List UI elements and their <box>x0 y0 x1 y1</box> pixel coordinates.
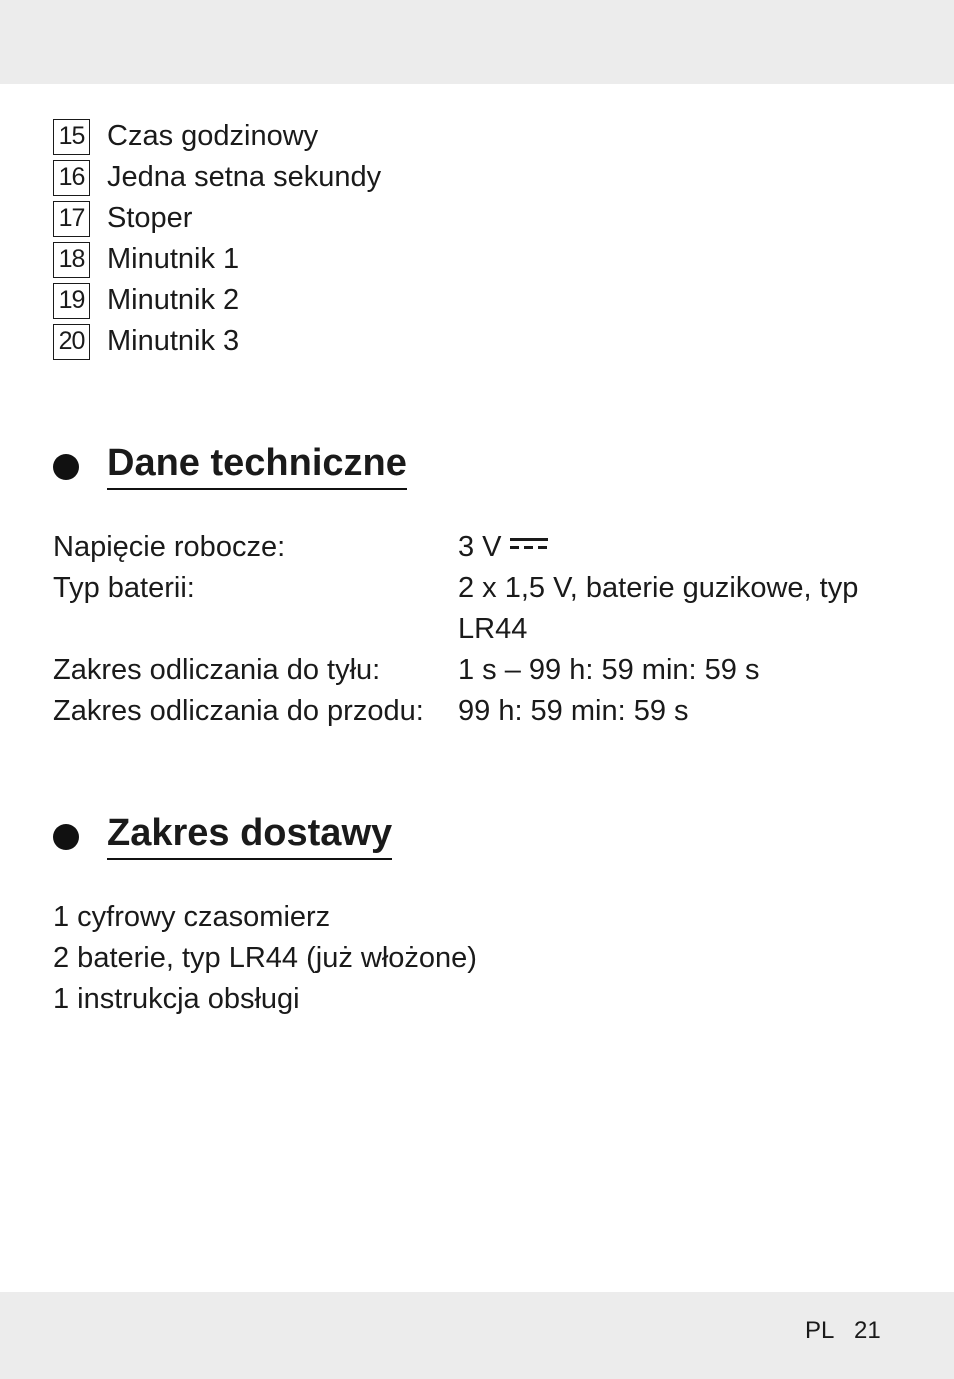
spec-row <box>53 527 878 568</box>
part-number-box: 16 <box>53 160 90 196</box>
spec-label: Napięcie robocze: <box>53 531 286 563</box>
bullet-icon <box>53 824 79 850</box>
part-label: Stoper <box>107 202 193 234</box>
spec-table <box>53 527 878 732</box>
supply-heading <box>53 814 392 860</box>
dc-symbol-icon <box>510 538 548 552</box>
list-item <box>53 321 381 362</box>
list-item <box>53 157 381 198</box>
list-item <box>53 239 381 280</box>
list-item: 2 baterie, typ LR44 (już włożone) <box>53 942 477 974</box>
spec-label: Typ baterii: <box>53 572 195 604</box>
part-number-box: 18 <box>53 242 90 278</box>
part-label: Minutnik 1 <box>107 243 240 275</box>
part-label: Minutnik 3 <box>107 325 240 357</box>
supply-list <box>53 897 477 1020</box>
part-number-box: 17 <box>53 201 90 237</box>
part-label: Czas godzinowy <box>107 120 319 152</box>
header-band <box>0 0 954 84</box>
spec-row <box>53 650 878 691</box>
spec-value: 1 s – 99 h: 59 min: 59 s <box>458 654 760 686</box>
section-title: Zakres dostawy <box>107 814 392 860</box>
part-number-box: 20 <box>53 324 90 360</box>
list-item: 1 instrukcja obsługi <box>53 983 300 1015</box>
footer-language: PL <box>805 1317 835 1344</box>
spec-value: 99 h: 59 min: 59 s <box>458 695 689 727</box>
spec-row <box>53 691 878 732</box>
part-label: Jedna setna sekundy <box>107 161 382 193</box>
technical-heading <box>53 444 407 490</box>
part-label: Minutnik 2 <box>107 284 240 316</box>
page-number: 21 <box>854 1317 881 1344</box>
spec-label: Zakres odliczania do tyłu: <box>53 654 381 686</box>
bullet-icon <box>53 454 79 480</box>
section-title: Dane techniczne <box>107 444 407 490</box>
list-item: 1 cyfrowy czasomierz <box>53 901 331 933</box>
spec-label: Zakres odliczania do przodu: <box>53 695 424 727</box>
parts-list <box>53 116 381 362</box>
spec-row <box>53 568 878 650</box>
spec-value: 3 V <box>458 527 878 568</box>
spec-value: 2 x 1,5 V, baterie guzikowe, typ LR44 <box>458 572 859 645</box>
list-item <box>53 198 381 239</box>
list-item <box>53 116 381 157</box>
part-number-box: 15 <box>53 119 90 155</box>
list-item <box>53 280 381 321</box>
part-number-box: 19 <box>53 283 90 319</box>
